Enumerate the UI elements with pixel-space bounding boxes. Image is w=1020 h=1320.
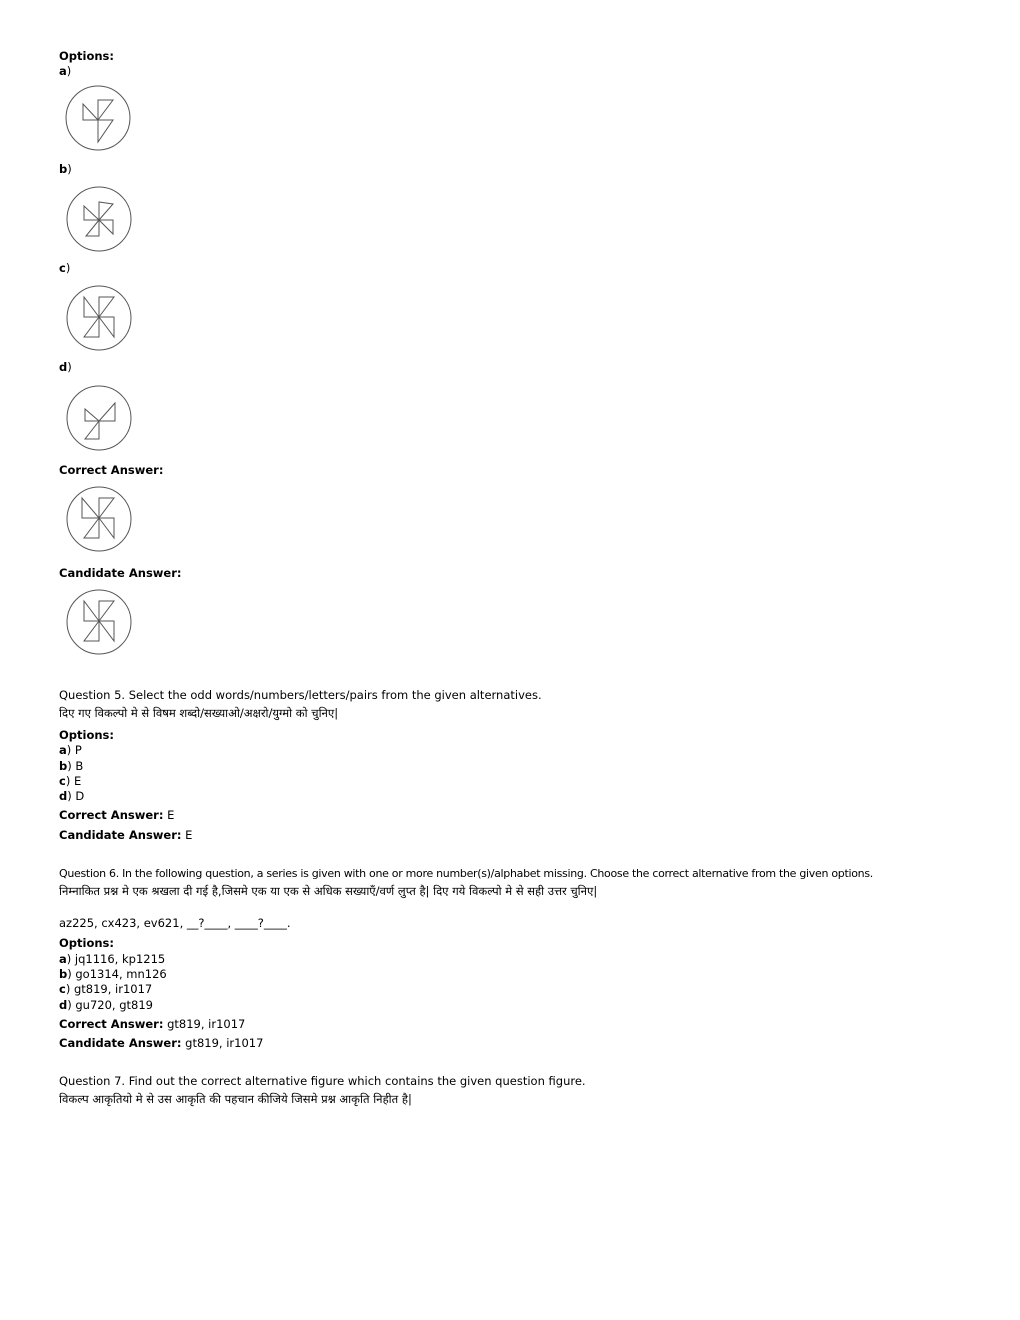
q5-candidate-answer: Candidate Answer: E — [59, 828, 193, 842]
option-c-figure — [64, 283, 134, 353]
q7-text-hindi: विकल्प आकृतियो मे से उस आकृति की पहचान कीजिये जिसमे प्रश्न आकृति निहीत है| — [59, 1092, 412, 1106]
q6-text: Question 6. In the following question, a series is given with one or more number(s)/alphabet missing. Choose the correct alternative from the given options. — [59, 867, 873, 880]
option-d-figure — [64, 383, 134, 453]
q6-option-d: d) gu720, gt819 — [59, 998, 153, 1012]
q7-text: Question 7. Find out the correct alternative figure which contains the given question figure. — [59, 1074, 586, 1088]
candidate-answer-label: Candidate Answer: — [59, 566, 182, 580]
correct-answer-label: Correct Answer: — [59, 463, 164, 477]
candidate-answer-figure — [64, 587, 134, 657]
q5-options-label: Options: — [59, 728, 114, 742]
q6-candidate-answer: Candidate Answer: gt819, ir1017 — [59, 1036, 264, 1050]
q6-correct-answer: Correct Answer: gt819, ir1017 — [59, 1017, 246, 1031]
option-d-label: d) — [59, 360, 72, 374]
option-a-figure — [64, 84, 134, 154]
q6-text-hindi: निम्नाकित प्रश्न मे एक श्रखला दी गई है,जिसमे एक या एक से अधिक सख्याएँ/वर्ण लुप्त है| दिए गये विकल्पो मे से सही उत्तर चुनिए| — [59, 884, 598, 898]
option-b-figure — [64, 184, 134, 254]
q6-option-a: a) jq1116, kp1215 — [59, 952, 166, 966]
q6-series: az225, cx423, ev621, __?____, ____?____. — [59, 916, 291, 930]
options-label: Options: — [59, 49, 114, 63]
q6-option-c: c) gt819, ir1017 — [59, 982, 153, 996]
q5-option-d: d) D — [59, 789, 85, 803]
q5-text-hindi: दिए गए विकल्पो मे से विषम शब्दो/सख्याओ/अक्षरो/युग्मो को चुनिए| — [59, 706, 339, 720]
q5-correct-answer: Correct Answer: E — [59, 808, 175, 822]
q5-option-a: a) P — [59, 743, 82, 757]
option-c-label: c) — [59, 261, 71, 275]
q5-option-c: c) E — [59, 774, 82, 788]
q6-option-b: b) go1314, mn126 — [59, 967, 167, 981]
q6-options-label: Options: — [59, 936, 114, 950]
option-a-label: a) — [59, 64, 72, 78]
q5-option-b: b) B — [59, 759, 84, 773]
correct-answer-figure — [64, 484, 134, 554]
option-b-label: b) — [59, 162, 72, 176]
q5-text: Question 5. Select the odd words/numbers/letters/pairs from the given alternatives. — [59, 688, 542, 702]
